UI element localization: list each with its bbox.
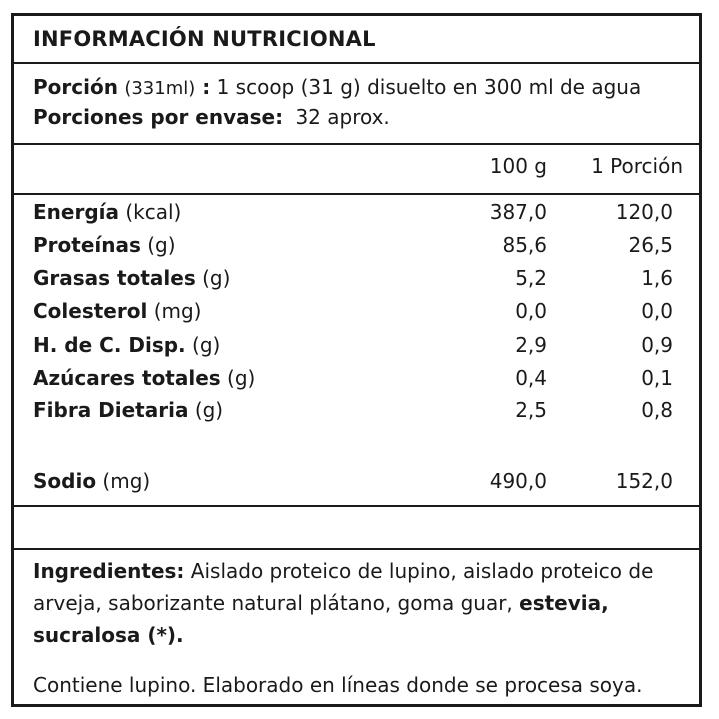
divider-portion: [11, 143, 702, 145]
nutrient-value-100g: 85,6: [502, 233, 547, 257]
nutrient-value-portion: 0,8: [641, 398, 673, 422]
nutrient-name: Energía (kcal): [33, 200, 182, 224]
nutrient-name: Azúcares totales (g): [33, 366, 256, 390]
divider-ingredients: [11, 548, 702, 550]
nutrient-name: Grasas totales (g): [33, 266, 231, 290]
portion-label: Porción: [33, 75, 118, 99]
nutrient-value-100g: 0,4: [515, 366, 547, 390]
divider-header: [11, 193, 702, 195]
ingredients-paragraph: [33, 555, 693, 651]
table-title: INFORMACIÓN NUTRICIONAL: [33, 27, 376, 51]
servings-value: 32 aprox.: [295, 105, 390, 129]
portion-value: 1 scoop (31 g) disuelto en 300 ml de agua: [216, 75, 642, 99]
sodium-value-portion: 152,0: [615, 469, 673, 493]
nutrient-name: Colesterol (mg): [33, 299, 202, 323]
servings-line: [33, 105, 390, 129]
nutrient-value-100g: 0,0: [515, 299, 547, 323]
divider-title: [11, 62, 702, 64]
nutrient-value-portion: 120,0: [615, 200, 673, 224]
nutrient-value-100g: 5,2: [515, 266, 547, 290]
nutrient-value-100g: 387,0: [489, 200, 547, 224]
sodium-value-100g: 490,0: [489, 469, 547, 493]
column-header-100g: 100 g: [489, 154, 547, 178]
nutrient-name: Fibra Dietaria (g): [33, 398, 224, 422]
nutrient-value-portion: 1,6: [641, 266, 673, 290]
nutrient-value-portion: 0,9: [641, 333, 673, 357]
nutrient-name: H. de C. Disp. (g): [33, 333, 221, 357]
ingredients-label: Ingredientes:: [33, 559, 185, 583]
ingredients-sweeteners: estevia, sucralosa (*).: [33, 591, 609, 647]
portion-line: [33, 75, 641, 101]
portion-colon: :: [195, 75, 211, 99]
portion-detail: (331ml): [124, 78, 196, 99]
allergen-note: Contiene lupino. Elaborado en líneas donde se procesa soya.: [33, 673, 643, 697]
divider-sodium: [11, 505, 702, 507]
nutrient-value-100g: 2,9: [515, 333, 547, 357]
sodium-name: Sodio (mg): [33, 469, 151, 493]
ingredients-text: Aislado proteico de lupino, aislado proteico de arveja, saborizante natural plátano, goma guar,: [33, 559, 654, 615]
nutrient-value-portion: 26,5: [628, 233, 673, 257]
nutrient-value-portion: 0,0: [641, 299, 673, 323]
column-header-portion: 1 Porción: [591, 154, 683, 178]
servings-label: Porciones por envase:: [33, 105, 284, 129]
nutrient-value-portion: 0,1: [641, 366, 673, 390]
nutrient-value-100g: 2,5: [515, 398, 547, 422]
nutrient-name: Proteínas (g): [33, 233, 176, 257]
